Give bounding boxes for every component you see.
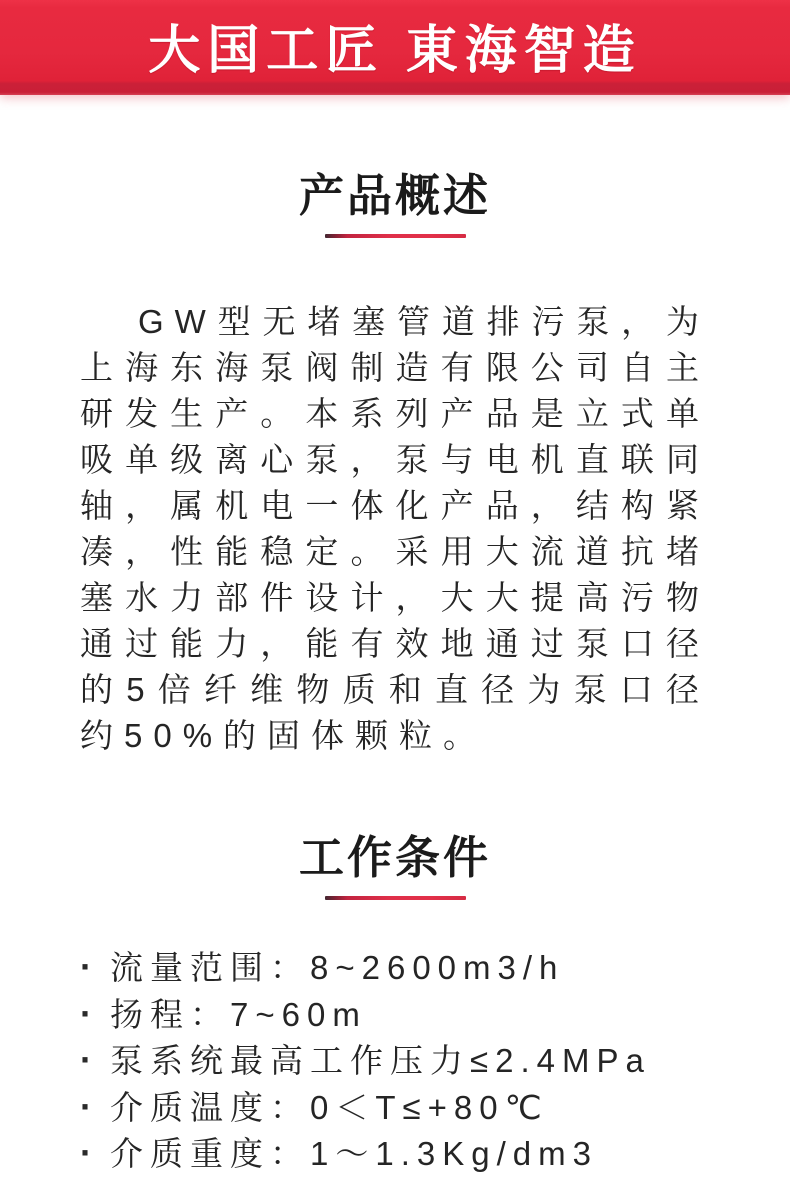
conditions-section	[0, 834, 790, 1177]
spec-item-medium-density	[80, 1130, 750, 1177]
spec-item-text: 扬程：7~60m	[110, 995, 367, 1033]
spec-item-medium-temperature	[80, 1084, 750, 1131]
bullet-dot-icon: ·	[80, 1085, 92, 1127]
overview-paragraph: GW型无堵塞管道排污泵，为上海东海泵阀制造有限公司自主研发生产。本系列产品是立式单吸单级离心泵，泵与电机直联同轴，属机电一体化产品，结构紧凑，性能稳定。采用大流道抗堵塞水力部件设计，大大提高污物通过能力，能有效地通过泵口径的5倍纤维物质和直径为泵口径约50%的固体颗粒。	[80, 303, 710, 754]
title-underline	[325, 234, 466, 238]
bullet-dot-icon: ·	[80, 946, 92, 987]
spec-item-text: 泵系统最高工作压力≤2.4MPa	[110, 1042, 651, 1079]
spec-item-head	[80, 991, 750, 1038]
overview-section-title: 产品概述	[298, 170, 491, 221]
bullet-dot-icon: ·	[80, 1132, 92, 1173]
conditions-section-title: 工作条件	[298, 832, 491, 883]
spec-list	[0, 944, 790, 1177]
overview-section	[0, 172, 790, 759]
spec-item-flow-range	[80, 944, 750, 991]
banner-title: 大国工匠 東海智造	[148, 22, 642, 80]
spec-item-max-pressure	[80, 1037, 750, 1084]
bullet-dot-icon: ·	[80, 1039, 92, 1080]
spec-item-text: 介质重度：1～1.3Kg/dm3	[110, 1135, 598, 1172]
spec-item-text: 流量范围：8~2600m3/h	[110, 949, 565, 986]
spec-item-text: 介质温度：0＜T≤+80℃	[110, 1088, 549, 1126]
bullet-dot-icon: ·	[80, 992, 92, 1034]
brand-banner	[0, 0, 790, 95]
title-underline	[325, 896, 466, 900]
